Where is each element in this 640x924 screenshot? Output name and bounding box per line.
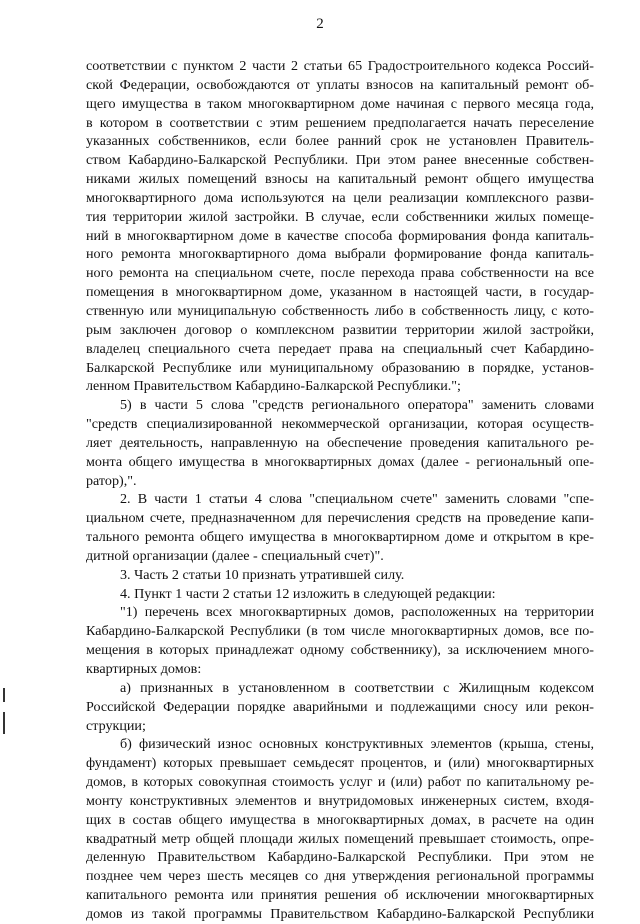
text-line: дитной организации (далее - специальный счет)". (86, 547, 384, 564)
text-line: ской Федерации, освобождаются от уплаты взносов на капитальный ремонт об- (86, 76, 594, 93)
text-line: ленном Правительством Кабардино-Балкарской Республики."; (86, 378, 461, 395)
text-line: тия территории жилой застройки. В случае, если собственники жилых помеще- (86, 208, 594, 225)
page-number: 2 (316, 16, 324, 32)
text-line: в котором в соответствии с этим решением предполагается начать переселение (86, 114, 594, 131)
text-line: рым заключен договор о комплексном развитии территории жилой застройки, (86, 321, 594, 338)
text-line: позднее чем через шесть месяцев со дня утверждения региональной программы (86, 868, 594, 885)
scan-artifact (3, 712, 5, 734)
text-line: домов из такой программы Правительством Кабардино-Балкарской Республики (86, 905, 594, 922)
text-line: помещения в многоквартирном доме, указанном в настоящей части, в государ- (86, 284, 594, 301)
text-line: 3. Часть 2 статьи 10 признать утратившей силу. (120, 566, 405, 583)
text-line: никами жилых помещений взносы на капитальный ремонт общего имущества (86, 171, 594, 188)
text-line: ляет деятельность, направленную на обеспечение проведения капитального ре- (86, 434, 594, 451)
text-line: монту конструктивных элементов и внутридомовых инженерных систем, входя- (86, 792, 594, 809)
text-line: ственную или муниципальную собственность либо в собственность лицу, с кото- (86, 302, 594, 319)
text-line: 4. Пункт 1 части 2 статьи 12 изложить в следующей редакции: (120, 585, 496, 602)
text-line: щих в состав общего имущества в многоквартирных домах, в расчете на один (86, 811, 594, 828)
text-line: 2. В части 1 статьи 4 слова "специальном счете" заменить словами "спе- (120, 491, 594, 508)
text-line: Кабардино-Балкарской Республики (в том числе многоквартирных домов, все по- (86, 623, 594, 640)
text-line: мещения в которых принадлежат одному собственнику), за исключением много- (86, 642, 594, 659)
text-line: ратор),". (86, 472, 137, 489)
text-line: "средств специализированной некоммерческой организации, которая осуществ- (86, 416, 594, 433)
text-line: тального ремонта общего имущества в многоквартирном доме и открытом в кре- (86, 529, 594, 546)
text-line: домов, в которых совокупная стоимость услуг и (или) работ по капитальному ре- (86, 774, 594, 791)
scan-artifact (3, 688, 5, 702)
text-line: соответствии с пунктом 2 части 2 статьи 65 Градостроительного кодекса Россий- (86, 58, 594, 74)
text-line: б) физический износ основных конструктивных элементов (крыша, стены, (120, 736, 594, 753)
text-line: ного ремонта на специальном счете, после перехода права собственности на все (86, 265, 594, 282)
text-line: щего имущества в таком многоквартирном доме начиная с первого месяца года, (86, 95, 594, 112)
text-line: ного ремонта многоквартирного дома выбрали формирование фонда капиталь- (86, 246, 594, 263)
text-line: владелец специального счета передает права на специальный счет Кабардино- (86, 340, 594, 357)
document-body (86, 57, 594, 924)
text-line: квартирных домов: (86, 661, 202, 677)
text-line: циальном счете, предназначенном для перечисления средств на проведение капи- (86, 510, 594, 527)
text-line: указанных собственников, если более ранний срок не установлен Правитель- (86, 133, 594, 150)
text-line: многоквартирного дома используются на цели реализации комплексного разви- (86, 189, 594, 206)
text-line: ством Кабардино-Балкарской Республики. При этом ранее внесенные собствен- (86, 152, 594, 169)
text-line: "1) перечень всех многоквартирных домов, расположенных на территории (120, 604, 594, 621)
text-line: Балкарской Республике или муниципальному образованию в порядке, установ- (86, 359, 594, 376)
text-line: монта общего имущества в многоквартирных домах (далее - региональный опе- (86, 453, 594, 470)
text-line: а) признанных в установленном в соответствии с Жилищным кодексом (120, 679, 594, 696)
text-line: Российской Федерации порядке аварийными и подлежащими сносу или рекон- (86, 698, 594, 715)
text-line: ний в многоквартирном доме в качестве способа формирования фонда капиталь- (86, 227, 594, 244)
text-line: квадратный метр общей площади жилых помещений превышает стоимость, опре- (86, 830, 594, 847)
text-line: струкции; (86, 717, 146, 734)
text-line: фундамент) которых превышает семьдесят процентов, и (или) многоквартирных (86, 755, 594, 772)
text-line: капитального ремонта или принятия решения об исключении многоквартирных (86, 887, 594, 904)
text-line: деленную Правительством Кабардино-Балкарской Республики. При этом не (86, 849, 594, 866)
text-line: 5) в части 5 слова "средств регионального оператора" заменить словами (120, 397, 594, 414)
